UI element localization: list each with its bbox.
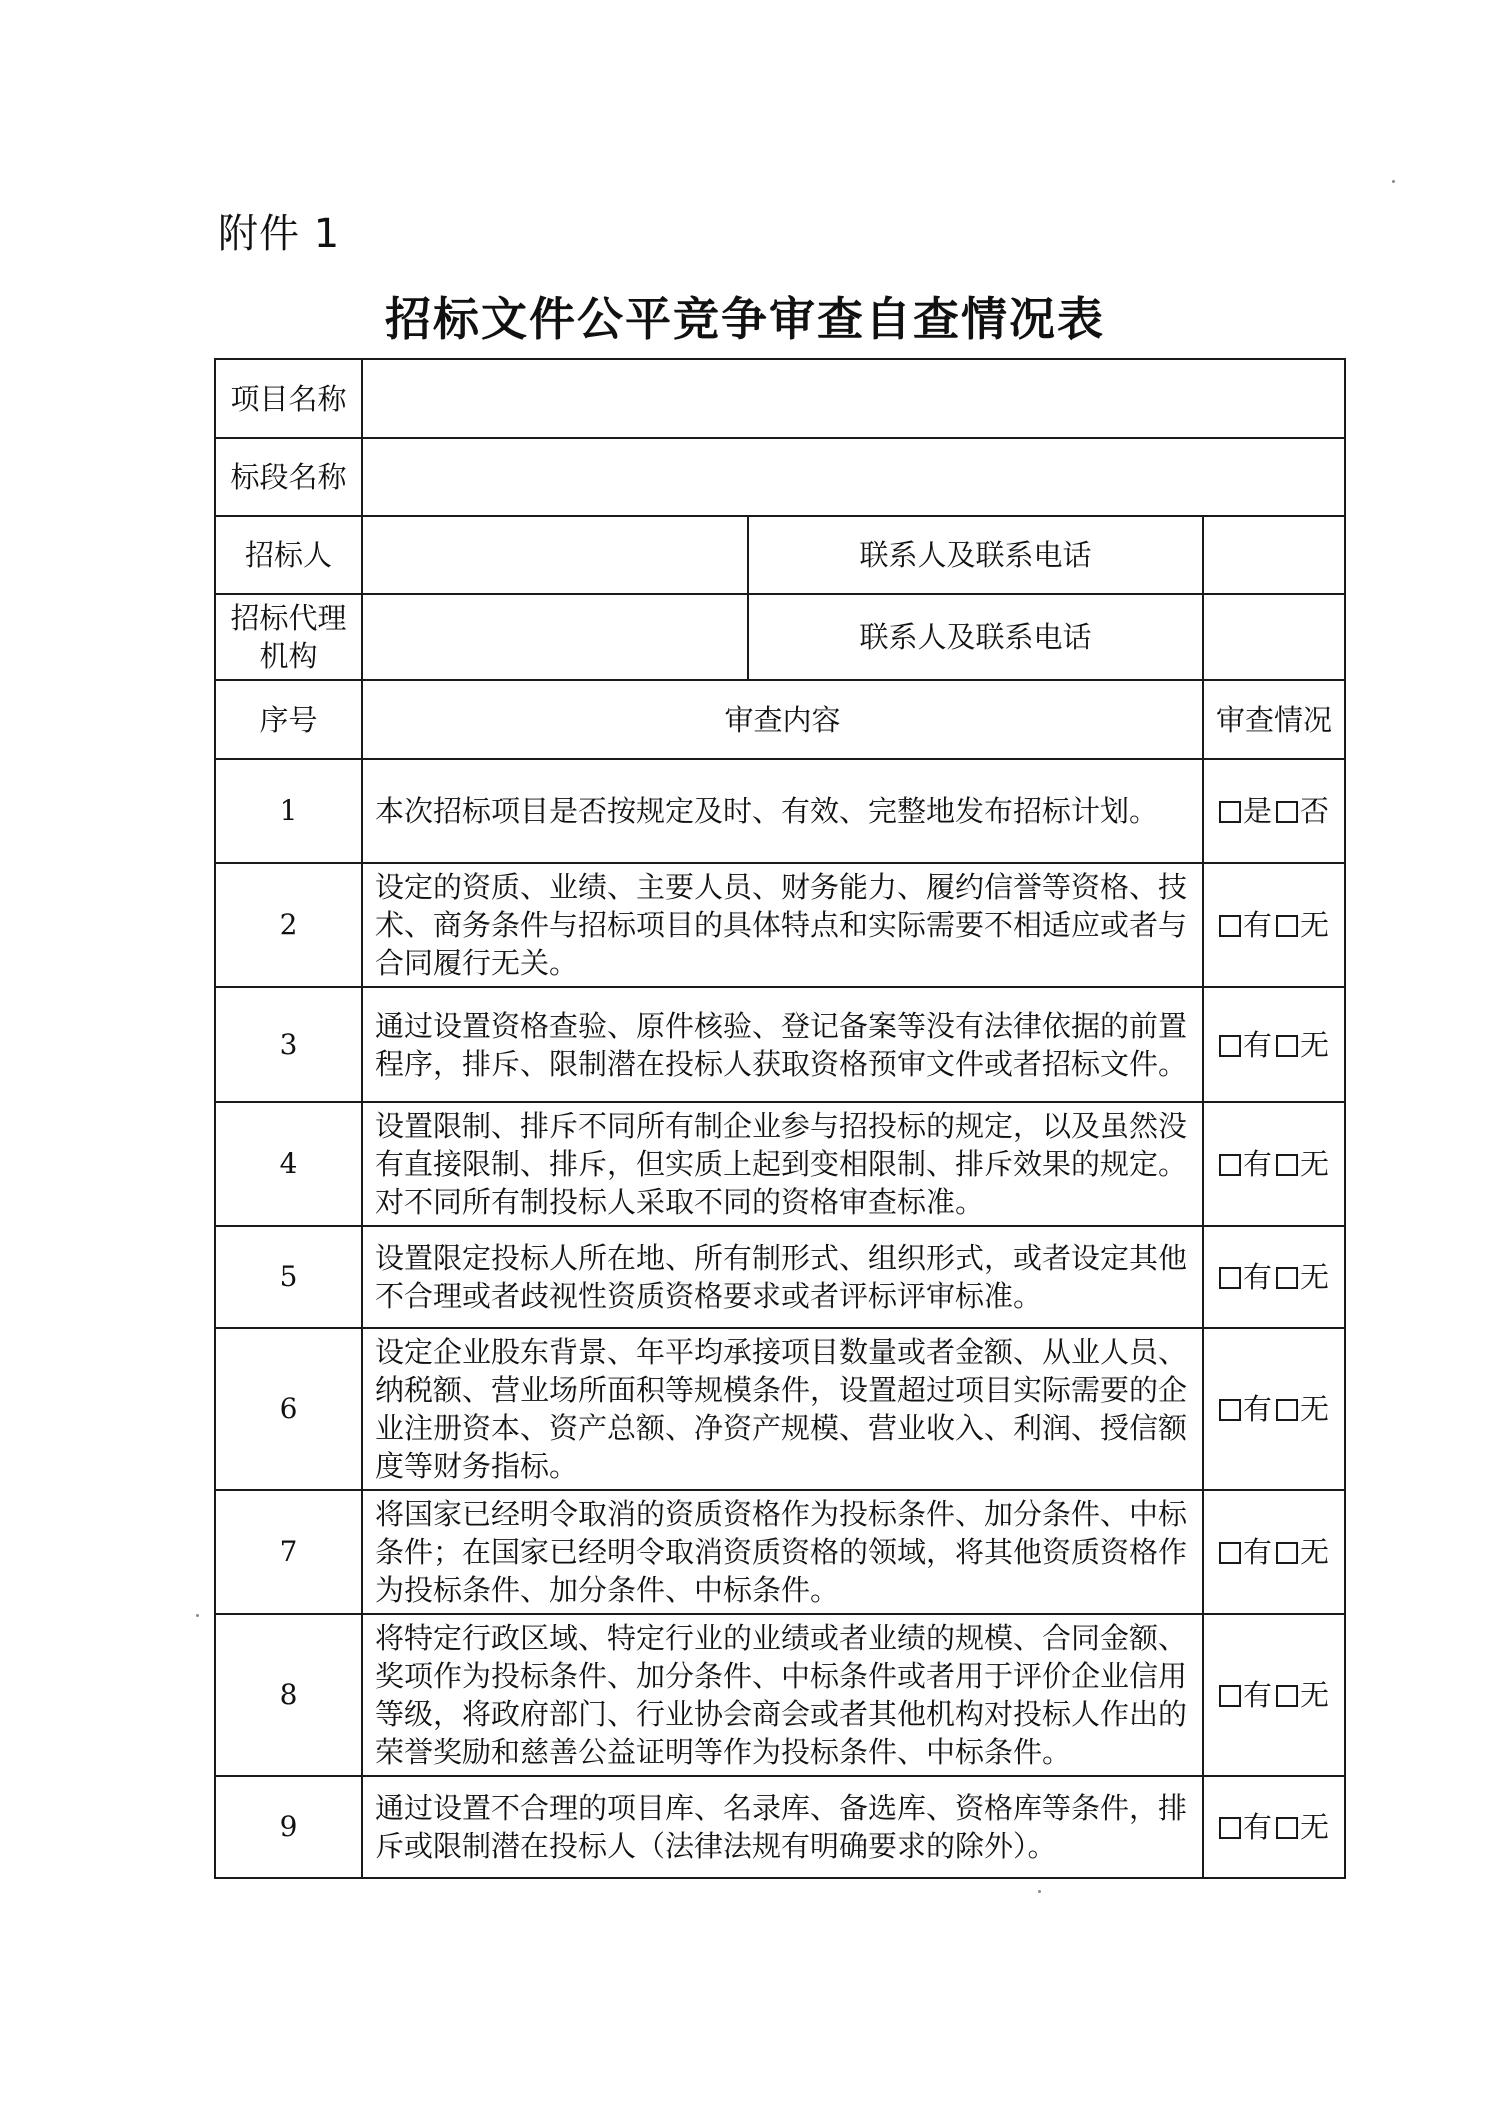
- col-content-header: 审查内容: [362, 680, 1203, 759]
- checkbox-a[interactable]: [1219, 915, 1241, 937]
- item-number: 3: [215, 987, 362, 1102]
- checkbox-b[interactable]: [1276, 801, 1298, 823]
- table-row: [215, 1102, 1345, 1226]
- checkbox-b[interactable]: [1276, 1035, 1298, 1057]
- option-a-label: 有: [1243, 908, 1273, 942]
- item-number: 6: [215, 1328, 362, 1490]
- agency-field[interactable]: [362, 594, 748, 680]
- checkbox-a[interactable]: [1219, 1035, 1241, 1057]
- option-a-label: 有: [1243, 1392, 1273, 1426]
- agency-contact-field[interactable]: [1203, 594, 1345, 680]
- option-a-label: 有: [1243, 1535, 1273, 1569]
- scan-speck: [1392, 180, 1395, 183]
- option-b-label: 无: [1300, 1392, 1330, 1426]
- option-b-label: 无: [1300, 908, 1330, 942]
- item-content: 本次招标项目是否按规定及时、有效、完整地发布招标计划。: [362, 759, 1203, 863]
- checkbox-a[interactable]: [1219, 1267, 1241, 1289]
- checkbox-a[interactable]: [1219, 1542, 1241, 1564]
- col-result-header: 审查情况: [1203, 680, 1345, 759]
- item-content: 设置限制、排斥不同所有制企业参与招投标的规定，以及虽然没有直接限制、排斥，但实质上起到变相限制、排斥效果的规定。对不同所有制投标人采取不同的资格审查标准。: [362, 1102, 1203, 1226]
- item-number: 1: [215, 759, 362, 863]
- table-row: [215, 863, 1345, 987]
- option-a-label: 有: [1243, 1027, 1273, 1062]
- item-content: 设定企业股东背景、年平均承接项目数量或者金额、从业人员、纳税额、营业场所面积等规模条件，设置超过项目实际需要的企业注册资本、资产总额、净资产规模、营业收入、利润、授信额度等财务指标。: [362, 1328, 1203, 1490]
- tenderer-field[interactable]: [362, 516, 748, 594]
- row-tenderer: [215, 516, 1345, 594]
- row-agency: [215, 594, 1345, 680]
- scan-speck: [1038, 1890, 1041, 1893]
- page-title: [0, 288, 1490, 350]
- agency-label-line2: 机构: [259, 639, 318, 673]
- option-b-label: 无: [1300, 1260, 1330, 1294]
- option-b-label: 无: [1300, 1147, 1330, 1181]
- option-a-label: 有: [1243, 1260, 1273, 1294]
- item-result: [1203, 1226, 1345, 1328]
- option-a-label: 有: [1243, 1810, 1273, 1844]
- option-b-label: 无: [1300, 1027, 1330, 1062]
- item-result: [1203, 1102, 1345, 1226]
- row-project-name: [215, 359, 1345, 438]
- tenderer-label: 招标人: [215, 516, 362, 594]
- item-number: 9: [215, 1776, 362, 1878]
- agency-label-line1: 招标代理: [230, 601, 347, 635]
- row-column-headers: [215, 680, 1345, 759]
- checkbox-b[interactable]: [1276, 1685, 1298, 1707]
- item-content: 设定的资质、业绩、主要人员、财务能力、履约信誉等资格、技术、商务条件与招标项目的具体特点和实际需要不相适应或者与合同履行无关。: [362, 863, 1203, 987]
- item-number: 2: [215, 863, 362, 987]
- table-row: [215, 1614, 1345, 1776]
- item-number: 4: [215, 1102, 362, 1226]
- checkbox-b[interactable]: [1276, 1267, 1298, 1289]
- scan-speck: [196, 1614, 199, 1617]
- checkbox-b[interactable]: [1276, 915, 1298, 937]
- item-number: 5: [215, 1226, 362, 1328]
- option-b-label: 无: [1300, 1678, 1330, 1712]
- col-seq-header: 序号: [215, 680, 362, 759]
- item-result: [1203, 1614, 1345, 1776]
- checkbox-b[interactable]: [1276, 1399, 1298, 1421]
- item-result: [1203, 759, 1345, 863]
- option-b-label: 无: [1300, 1535, 1330, 1569]
- checkbox-b[interactable]: [1276, 1154, 1298, 1176]
- item-result: [1203, 1328, 1345, 1490]
- attachment-label: 附件 1: [218, 211, 341, 257]
- checkbox-a[interactable]: [1219, 1817, 1241, 1839]
- option-a-label: 有: [1243, 1678, 1273, 1712]
- checkbox-a[interactable]: [1219, 1399, 1241, 1421]
- checkbox-b[interactable]: [1276, 1542, 1298, 1564]
- checkbox-a[interactable]: [1219, 801, 1241, 823]
- agency-label: [215, 594, 362, 680]
- item-result: [1203, 863, 1345, 987]
- item-result: [1203, 1490, 1345, 1614]
- checkbox-b[interactable]: [1276, 1817, 1298, 1839]
- option-a-label: 是: [1243, 794, 1273, 828]
- option-a-label: 有: [1243, 1147, 1273, 1181]
- agency-contact-label: 联系人及联系电话: [748, 594, 1203, 680]
- section-name-field[interactable]: [362, 438, 1345, 516]
- item-result: [1203, 1776, 1345, 1878]
- item-content: 将国家已经明令取消的资质资格作为投标条件、加分条件、中标条件；在国家已经明令取消资质资格的领域，将其他资质资格作为投标条件、加分条件、中标条件。: [362, 1490, 1203, 1614]
- review-table: [214, 358, 1346, 1879]
- table-row: [215, 1328, 1345, 1490]
- item-number: 7: [215, 1490, 362, 1614]
- checkbox-a[interactable]: [1219, 1154, 1241, 1176]
- item-number: 8: [215, 1614, 362, 1776]
- item-content: 通过设置资格查验、原件核验、登记备案等没有法律依据的前置程序，排斥、限制潜在投标人获取资格预审文件或者招标文件。: [362, 987, 1203, 1102]
- page-title-text: 招标文件公平竞争审查自查情况表: [385, 292, 1105, 346]
- project-name-field[interactable]: [362, 359, 1345, 438]
- item-content: 设置限定投标人所在地、所有制形式、组织形式，或者设定其他不合理或者歧视性资质资格要求或者评标评审标准。: [362, 1226, 1203, 1328]
- option-b-label: 无: [1300, 1810, 1330, 1844]
- table-row: [215, 987, 1345, 1102]
- tenderer-contact-field[interactable]: [1203, 516, 1345, 594]
- table-row: [215, 1490, 1345, 1614]
- table-row: [215, 1776, 1345, 1878]
- checkbox-a[interactable]: [1219, 1685, 1241, 1707]
- table-row: [215, 1226, 1345, 1328]
- section-name-label: 标段名称: [215, 438, 362, 516]
- row-section-name: [215, 438, 1345, 516]
- item-content: 通过设置不合理的项目库、名录库、备选库、资格库等条件，排斥或限制潜在投标人（法律法规有明确要求的除外）。: [362, 1776, 1203, 1878]
- tenderer-contact-label: 联系人及联系电话: [748, 516, 1203, 594]
- item-content: 将特定行政区域、特定行业的业绩或者业绩的规模、合同金额、奖项作为投标条件、加分条件、中标条件或者用于评价企业信用等级，将政府部门、行业协会商会或者其他机构对投标人作出的荣誉奖励和慈善公益证明等作为投标条件、中标条件。: [362, 1614, 1203, 1776]
- table-row: [215, 759, 1345, 863]
- option-b-label: 否: [1300, 794, 1330, 828]
- item-result: [1203, 987, 1345, 1102]
- project-name-label: 项目名称: [215, 359, 362, 438]
